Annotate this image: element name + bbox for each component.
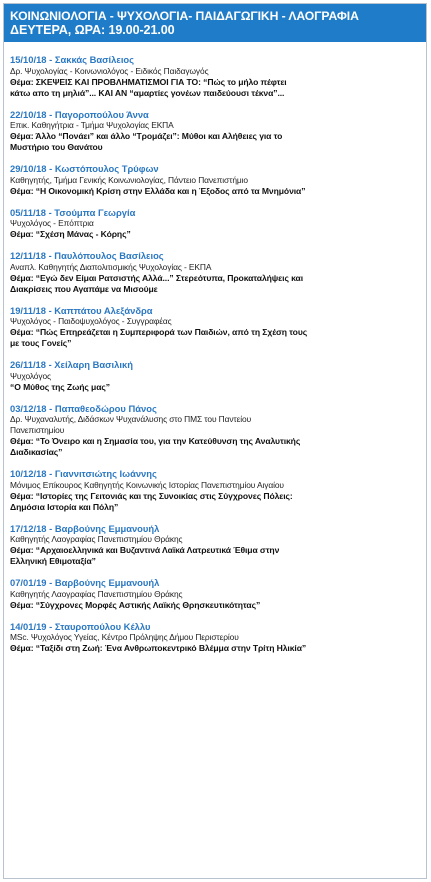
lecture-entry [10,577,420,611]
lecture-date-speaker: 03/12/18 - Παπαθεοδώρου Πάνος [10,402,157,414]
lecture-list [4,42,426,654]
lecture-topic: “Ο Μύθος της Ζωής μας” [10,381,110,392]
speaker-credentials: Ψυχολόγος - Επόπτρια [10,218,94,228]
lecture-date-speaker: 19/11/18 - Καππάτου Αλεξάνδρα [10,304,153,316]
speaker-credentials: Ψυχολόγος [10,370,51,381]
lecture-topic: Δημόσια Ιστορία και Πόλη” [10,501,119,512]
lecture-topic: Θέμα: “Το Όνειρο και η Σημασία του, για την Κατεύθυνση της Αναλυτικής [10,436,301,446]
lecture-topic: Θέμα: “Αρχαιοελληνικά και Βυζαντινά Λαϊκά Λατρευτικά Έθιμα στην [10,545,280,555]
lecture-date-speaker: 05/11/18 - Τσούμπα Γεωργία [10,206,136,218]
lecture-entry [10,207,420,241]
lecture-date-speaker: 12/11/18 - Παυλόπουλος Βασίλειος [10,250,164,261]
lecture-topic: κάτω απο τη μηλιά”... ΚΑΙ ΑΝ “αμαρτίες γονέων παιδεύουσι τέκνα”... [10,87,285,98]
lecture-entry [10,523,420,568]
speaker-credentials: Ψυχολόγος - Παιδοψυχολόγος - Συγγραφέας [10,316,172,326]
lecture-topic: με τους Γονείς” [10,338,72,348]
lecture-entry [10,54,420,99]
lecture-topic: Διακρίσεις που Αγαπάμε να Μισούμε [10,283,158,294]
speaker-credentials: Δρ. Ψυχαναλυτής, Διδάσκων Ψυχανάλυσης στο ΠΜΣ του Παντείου [10,414,252,424]
header-title: ΚΟΙΝΩΝΙΟΛΟΓΙΑ - ΨΥΧΟΛΟΓΙΑ- ΠΑΙΔΑΓΩΓΙΚΗ - ΛΑΟΓΡΑΦΙΑ [10,9,359,23]
lecture-topic: Θέμα: “Σχέση Μάνας - Κόρης” [10,229,131,239]
lecture-topic: Μυστήριο του Θανάτου [10,142,103,152]
speaker-credentials: Επικ. Καθηγήτρια - Τμήμα Ψυχολογίας ΕΚΠΑ [10,120,174,130]
lecture-topic: Θέμα: “Η Οικονομική Κρίση στην Ελλάδα και η Έξοδος από τα Μνημόνια” [10,185,306,196]
lecture-date-speaker: 29/10/18 - Κωστόπουλος Τρύφων [10,163,159,174]
lecture-date-speaker: 15/10/18 - Σακκάς Βασίλειος [10,54,135,65]
speaker-credentials: Πανεπιστημίου [10,425,65,435]
lecture-entry [10,109,420,154]
lecture-entry [10,403,420,459]
lecture-date-speaker: 07/01/19 - Βαρβούνης Εμμανουήλ [10,577,160,588]
lecture-topic: Διαδικασίας” [10,447,63,457]
lecture-topic: Ελληνική Εθιμοταξία” [10,556,96,566]
lecture-topic: Θέμα: ΣΚΕΨΕΙΣ ΚΑΙ ΠΡΟΒΛΗΜΑΤΙΣΜΟΙ ΓΙΑ ΤΟ: “Πώς το μήλο πέφτει [10,76,287,87]
lecture-topic: Θέμα: “Εγώ δεν Είμαι Ρατσιστής Αλλά...” Στερεότυπα, Προκαταλήψεις και [10,272,303,283]
speaker-credentials: Αναπλ. Καθηγητής Διαπολιτισμικής Ψυχολογίας - ΕΚΠΑ [10,261,212,272]
lecture-entry [10,163,420,197]
speaker-credentials: Καθηγητής Λαογραφίας Πανεπιστημίου Θράκης [10,534,183,544]
lecture-topic: Θέμα: “Ταξίδι στη Ζωή: Ένα Ανθρωποκεντρικό Βλέμμα στην Τρίτη Ηλικία” [10,643,307,653]
lecture-date-speaker: 10/12/18 - Γιαννιτσιώτης Ιωάννης [10,468,157,479]
speaker-credentials: Καθηγητής Λαογραφίας Πανεπιστημίου Θράκης [10,588,183,599]
lecture-topic: Θέμα: Άλλο “Πονάει” και άλλο “Τρομάζει”: Μύθοι και Αλήθειες για το [10,131,283,141]
lecture-date-speaker: 26/11/18 - Χείλαρη Βασιλική [10,359,133,370]
lecture-date-speaker: 14/01/19 - Σταυροπούλου Κέλλυ [10,620,151,632]
lecture-date-speaker: 22/10/18 - Παγοροπούλου Άννα [10,108,149,120]
speaker-credentials: Καθηγητής, Τμήμα Γενικής Κοινωνιολογίας, Πάντειο Πανεπιστήμιο [10,174,248,185]
speaker-credentials: Δρ. Ψυχολογίας - Κοινωνιολόγος - Ειδικός Παιδαγωγός [10,65,209,76]
lecture-entry [10,305,420,350]
lecture-entry [10,359,420,393]
lecture-entry [10,250,420,295]
lecture-topic: Θέμα: “Ιστορίες της Γειτονιάς και της Συνοικίας στις Σύγχρονες Πόλεις: [10,490,293,501]
schedule-header [4,4,426,42]
speaker-credentials: Μόνιμος Επίκουρος Καθηγητής Κοινωνικής Ιστορίας Πανεπιστημίου Αιγαίου [10,479,284,490]
header-schedule-time: ΔΕΥΤΕΡΑ, ΩΡΑ: 19.00-21.00 [10,23,175,37]
lecture-schedule-page [3,3,427,879]
lecture-entry [10,468,420,513]
speaker-credentials: MSc. Ψυχολόγος Υγείας, Κέντρο Πρόληψης Δήμου Περιστερίου [10,632,239,642]
lecture-topic: Θέμα: “Πώς Επηρεάζεται η Συμπεριφορά των Παιδιών, από τη Σχέση τους [10,327,308,337]
lecture-date-speaker: 17/12/18 - Βαρβούνης Εμμανουήλ [10,522,160,534]
lecture-topic: Θέμα: “Σύγχρονες Μορφές Αστικής Λαϊκής Θρησκευτικότητας” [10,599,261,610]
lecture-entry [10,621,420,655]
